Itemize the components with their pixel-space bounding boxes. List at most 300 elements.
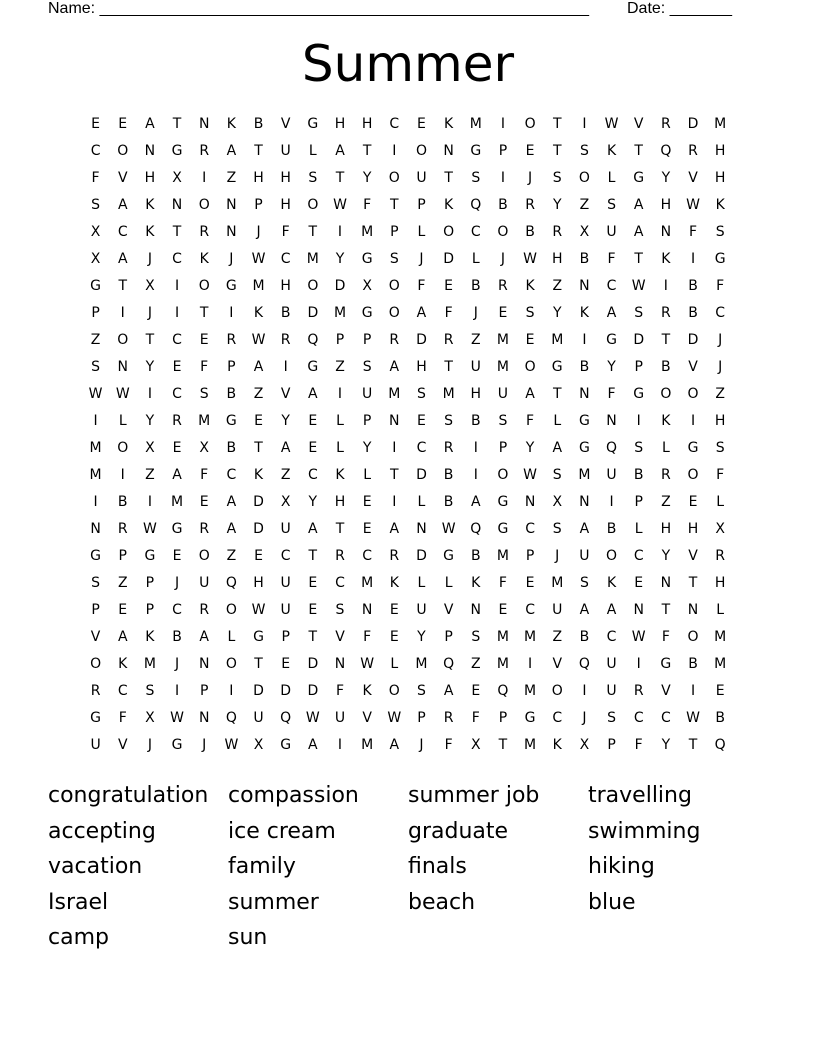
grid-letter: N xyxy=(524,494,536,510)
grid-letter: D xyxy=(416,548,427,564)
grid-letter: G xyxy=(524,710,536,726)
grid-letter: P xyxy=(498,143,508,159)
grid-letter: N xyxy=(470,602,481,618)
grid-letter: G xyxy=(171,521,183,537)
grid-letter: X xyxy=(90,224,101,240)
grid-letter: J xyxy=(256,224,261,240)
grid-letter: M xyxy=(361,737,374,753)
grid-letter: I xyxy=(120,305,125,321)
grid-letter: O xyxy=(388,170,400,186)
grid-letter: Y xyxy=(607,359,616,375)
grid-letter: A xyxy=(117,629,128,645)
grid-letter: C xyxy=(633,548,644,564)
grid-letter: C xyxy=(172,251,182,267)
grid-letter: K xyxy=(606,143,617,159)
grid-letter: I xyxy=(337,737,343,753)
grid-letter: J xyxy=(419,737,424,753)
grid-letter: P xyxy=(607,737,616,753)
grid-letter: C xyxy=(633,710,644,726)
grid-letter: T xyxy=(444,359,453,375)
grid-letter: K xyxy=(226,116,236,132)
grid-letter: E xyxy=(91,116,100,132)
grid-letter: D xyxy=(633,332,645,348)
grid-letter: S xyxy=(91,197,101,213)
grid-letter: I xyxy=(174,683,180,699)
grid-letter: P xyxy=(390,224,399,240)
grid-letter: P xyxy=(525,548,535,564)
grid-letter: A xyxy=(552,440,563,456)
grid-letter: N xyxy=(579,386,590,402)
grid-letter: N xyxy=(389,413,400,429)
grid-letter: X xyxy=(715,521,725,537)
grid-letter: D xyxy=(253,494,264,510)
grid-letter: Y xyxy=(525,440,535,456)
grid-letter: D xyxy=(253,683,264,699)
grid-letter: O xyxy=(198,197,210,213)
grid-letter: B xyxy=(470,548,481,564)
grid-letter: G xyxy=(361,305,373,321)
grid-row xyxy=(82,570,734,597)
grid-letter: S xyxy=(471,170,481,186)
grid-row xyxy=(82,597,734,624)
grid-letter: N xyxy=(416,521,427,537)
grid-letter: G xyxy=(171,143,183,159)
grid-letter: P xyxy=(417,710,426,726)
grid-letter: R xyxy=(688,143,698,159)
grid-letter: T xyxy=(634,251,643,267)
grid-letter: C xyxy=(416,440,427,456)
grid-letter: S xyxy=(634,440,644,456)
grid-letter: S xyxy=(199,386,209,402)
grid-letter: I xyxy=(392,143,397,159)
grid-letter: K xyxy=(525,278,535,294)
grid-letter: T xyxy=(661,332,671,348)
word-list-item: blue xyxy=(588,889,636,915)
grid-letter: U xyxy=(280,575,291,591)
grid-letter: C xyxy=(117,683,128,699)
grid-row xyxy=(82,192,734,219)
grid-letter: E xyxy=(498,602,508,618)
grid-letter: B xyxy=(525,224,535,240)
grid-letter: R xyxy=(389,548,400,564)
grid-letter: K xyxy=(145,224,155,240)
grid-letter: H xyxy=(687,521,699,537)
grid-letter: D xyxy=(687,116,699,132)
grid-letter: Z xyxy=(90,332,101,348)
grid-letter: H xyxy=(551,251,563,267)
grid-letter: Z xyxy=(552,629,563,645)
grid-letter: O xyxy=(524,359,536,375)
word-list-item: family xyxy=(228,854,296,880)
grid-letter: U xyxy=(90,737,101,753)
grid-letter: M xyxy=(714,656,727,672)
grid-letter: F xyxy=(498,575,507,591)
grid-letter: E xyxy=(308,575,318,591)
grid-letter: I xyxy=(636,413,641,429)
grid-letter: M xyxy=(171,494,184,510)
grid-letter: D xyxy=(334,278,346,294)
grid-letter: D xyxy=(307,305,319,321)
grid-letter: W xyxy=(631,278,646,294)
grid-letter: U xyxy=(362,386,373,402)
grid-letter: G xyxy=(687,440,699,456)
grid-letter: R xyxy=(715,548,726,564)
grid-letter: Q xyxy=(307,332,319,348)
grid-letter: H xyxy=(334,116,346,132)
grid-letter: Q xyxy=(660,143,672,159)
grid-letter: S xyxy=(335,602,345,618)
grid-letter: P xyxy=(362,413,372,429)
grid-row xyxy=(82,246,734,273)
grid-letter: T xyxy=(552,116,562,132)
grid-letter: M xyxy=(524,683,537,699)
grid-letter: A xyxy=(199,629,209,645)
grid-letter: U xyxy=(606,224,617,240)
grid-letter: S xyxy=(607,710,616,726)
grid-letter: J xyxy=(419,251,424,267)
grid-letter: M xyxy=(442,386,455,402)
grid-letter: F xyxy=(363,629,372,645)
grid-letter: O xyxy=(687,629,699,645)
date-field-label: Date: _______ xyxy=(627,0,732,17)
grid-letter: N xyxy=(198,116,210,132)
grid-letter: B xyxy=(579,629,590,645)
grid-letter: M xyxy=(333,305,347,321)
grid-letter: A xyxy=(145,116,155,132)
grid-letter: C xyxy=(525,521,535,537)
grid-letter: O xyxy=(606,548,618,564)
grid-letter: M xyxy=(252,278,265,294)
grid-letter: E xyxy=(362,521,372,537)
grid-letter: M xyxy=(388,386,401,402)
grid-letter: M xyxy=(578,467,591,483)
grid-letter: L xyxy=(390,656,399,672)
grid-letter: S xyxy=(579,575,589,591)
grid-letter: B xyxy=(633,467,644,483)
grid-letter: A xyxy=(226,494,237,510)
grid-row xyxy=(82,624,734,651)
grid-letter: G xyxy=(578,413,590,429)
name-field-label: Name: _______________________________________________________ xyxy=(48,0,589,17)
grid-letter: W xyxy=(686,197,700,213)
grid-letter: Y xyxy=(145,359,155,375)
grid-letter: R xyxy=(443,332,454,348)
grid-letter: G xyxy=(90,548,101,564)
grid-letter: M xyxy=(496,629,509,645)
grid-letter: Q xyxy=(443,656,455,672)
grid-letter: Z xyxy=(226,170,237,186)
grid-letter: G xyxy=(470,143,482,159)
grid-letter: O xyxy=(443,224,455,240)
grid-letter: A xyxy=(525,386,535,402)
grid-letter: I xyxy=(500,116,505,132)
grid-letter: J xyxy=(528,170,533,186)
grid-letter: P xyxy=(362,332,372,348)
grid-letter: K xyxy=(444,197,454,213)
grid-letter: T xyxy=(362,143,372,159)
grid-row xyxy=(82,165,734,192)
grid-letter: I xyxy=(690,413,696,429)
grid-letter: E xyxy=(172,359,182,375)
grid-letter: L xyxy=(227,629,236,645)
grid-letter: U xyxy=(552,602,563,618)
grid-letter: S xyxy=(91,575,101,591)
grid-letter: O xyxy=(687,386,699,402)
grid-letter: P xyxy=(227,359,236,375)
grid-letter: T xyxy=(118,278,128,294)
word-list-item: graduate xyxy=(408,818,509,844)
grid-letter: W xyxy=(251,332,266,348)
grid-letter: F xyxy=(444,305,453,321)
grid-letter: K xyxy=(715,197,725,213)
grid-letter: X xyxy=(280,494,291,510)
grid-letter: L xyxy=(607,170,616,186)
grid-row xyxy=(82,435,734,462)
grid-letter: M xyxy=(361,575,374,591)
grid-letter: B xyxy=(172,629,182,645)
grid-letter: G xyxy=(280,737,292,753)
grid-letter: W xyxy=(170,710,184,726)
grid-letter: R xyxy=(633,683,644,699)
grid-letter: A xyxy=(117,197,128,213)
grid-letter: C xyxy=(280,251,291,267)
grid-letter: A xyxy=(416,305,427,321)
grid-letter: Z xyxy=(661,494,671,510)
header xyxy=(0,0,816,20)
grid-letter: O xyxy=(388,305,400,321)
grid-letter: U xyxy=(416,170,427,186)
grid-letter: F xyxy=(200,467,209,483)
grid-letter: I xyxy=(609,494,614,510)
grid-letter: F xyxy=(118,710,127,726)
grid-letter: P xyxy=(335,332,345,348)
word-list-item: swimming xyxy=(588,818,701,844)
grid-letter: G xyxy=(225,413,237,429)
grid-letter: Z xyxy=(280,467,291,483)
grid-letter: Y xyxy=(281,413,290,429)
grid-letter: O xyxy=(117,332,129,348)
grid-row xyxy=(82,705,734,732)
grid-letter: X xyxy=(172,170,182,186)
grid-letter: D xyxy=(280,683,292,699)
word-list-item: vacation xyxy=(48,854,143,880)
grid-letter: M xyxy=(361,224,374,240)
grid-row xyxy=(82,327,734,354)
grid-letter: S xyxy=(715,440,725,456)
grid-letter: W xyxy=(441,521,456,537)
grid-letter: L xyxy=(118,413,127,429)
grid-letter: Z xyxy=(226,548,237,564)
grid-letter: P xyxy=(444,629,453,645)
grid-letter: E xyxy=(525,575,535,591)
grid-letter: T xyxy=(308,224,318,240)
grid-letter: C xyxy=(715,305,726,321)
grid-letter: R xyxy=(172,413,182,429)
grid-letter: U xyxy=(416,602,427,618)
grid-letter: M xyxy=(415,656,428,672)
grid-letter: S xyxy=(444,413,454,429)
grid-letter: X xyxy=(253,737,264,753)
grid-letter: I xyxy=(690,251,696,267)
grid-letter: W xyxy=(604,116,619,132)
grid-letter: O xyxy=(497,467,509,483)
grid-letter: B xyxy=(661,359,671,375)
grid-letter: G xyxy=(660,656,672,672)
word-list-item: camp xyxy=(48,925,109,951)
word-list-item: summer job xyxy=(408,783,540,808)
grid-letter: R xyxy=(660,305,671,321)
grid-letter: M xyxy=(469,116,482,132)
grid-letter: F xyxy=(417,278,426,294)
grid-letter: L xyxy=(661,440,670,456)
grid-letter: I xyxy=(229,683,234,699)
grid-letter: E xyxy=(389,602,399,618)
grid-letter: H xyxy=(253,170,264,186)
grid-letter: O xyxy=(307,278,319,294)
grid-letter: A xyxy=(606,602,617,618)
grid-letter: H xyxy=(361,116,373,132)
grid-letter: K xyxy=(444,116,454,132)
grid-letter: F xyxy=(607,386,616,402)
grid-letter: W xyxy=(686,710,700,726)
grid-letter: O xyxy=(90,656,102,672)
word-search-grid xyxy=(82,111,734,759)
grid-letter: L xyxy=(363,467,372,483)
grid-letter: Z xyxy=(335,359,345,375)
grid-letter: S xyxy=(552,467,562,483)
word-list-item: Israel xyxy=(48,889,109,915)
grid-letter: N xyxy=(198,656,210,672)
grid-letter: E xyxy=(471,683,481,699)
grid-letter: B xyxy=(226,440,237,456)
grid-letter: S xyxy=(471,629,481,645)
grid-letter: I xyxy=(202,170,207,186)
grid-letter: I xyxy=(582,683,587,699)
grid-letter: F xyxy=(526,413,535,429)
grid-letter: C xyxy=(172,386,182,402)
grid-letter: A xyxy=(389,359,400,375)
grid-letter: B xyxy=(470,413,481,429)
grid-letter: I xyxy=(120,467,125,483)
grid-letter: M xyxy=(524,629,537,645)
grid-letter: Q xyxy=(578,656,590,672)
grid-letter: Z xyxy=(470,656,481,672)
grid-letter: F xyxy=(716,467,725,483)
grid-letter: V xyxy=(117,170,128,186)
grid-letter: O xyxy=(578,170,590,186)
grid-letter: Z xyxy=(145,467,155,483)
grid-letter: C xyxy=(307,467,318,483)
grid-letter: J xyxy=(718,359,723,375)
grid-letter: S xyxy=(579,143,589,159)
grid-letter: M xyxy=(496,656,509,672)
grid-letter: I xyxy=(147,494,152,510)
grid-letter: G xyxy=(606,332,617,348)
grid-letter: K xyxy=(118,656,128,672)
grid-letter: W xyxy=(523,251,537,267)
grid-letter: W xyxy=(387,710,402,726)
grid-row xyxy=(82,489,734,516)
grid-letter: Y xyxy=(362,170,372,186)
grid-letter: W xyxy=(224,737,239,753)
grid-row xyxy=(82,273,734,300)
grid-letter: I xyxy=(174,278,180,294)
grid-letter: B xyxy=(688,278,698,294)
grid-letter: B xyxy=(280,305,291,321)
grid-letter: N xyxy=(361,602,373,618)
grid-row xyxy=(82,381,734,408)
grid-letter: B xyxy=(688,305,698,321)
grid-row xyxy=(82,516,734,543)
grid-letter: N xyxy=(226,224,237,240)
grid-letter: U xyxy=(606,467,617,483)
grid-letter: B xyxy=(443,467,454,483)
grid-letter: F xyxy=(335,683,345,699)
grid-letter: T xyxy=(390,467,399,483)
grid-letter: P xyxy=(145,602,155,618)
grid-letter: E xyxy=(308,602,318,618)
grid-letter: A xyxy=(226,521,237,537)
grid-letter: I xyxy=(93,413,98,429)
grid-letter: B xyxy=(498,197,508,213)
grid-letter: A xyxy=(633,224,644,240)
grid-letter: U xyxy=(280,602,291,618)
grid-letter: L xyxy=(336,413,344,429)
grid-letter: G xyxy=(633,386,645,402)
grid-letter: I xyxy=(690,683,696,699)
grid-letter: N xyxy=(687,602,699,618)
grid-letter: K xyxy=(145,197,155,213)
grid-letter: I xyxy=(473,467,478,483)
grid-letter: S xyxy=(715,224,725,240)
grid-letter: B xyxy=(226,386,237,402)
grid-letter: M xyxy=(551,575,564,591)
grid-letter: Q xyxy=(225,575,237,591)
grid-letter: U xyxy=(280,521,291,537)
grid-letter: C xyxy=(172,602,182,618)
grid-letter: C xyxy=(90,143,101,159)
grid-letter: G xyxy=(253,629,264,645)
grid-letter: O xyxy=(198,278,210,294)
grid-letter: T xyxy=(172,224,182,240)
grid-letter: F xyxy=(471,710,480,726)
grid-letter: S xyxy=(417,683,426,699)
grid-letter: T xyxy=(498,737,508,753)
grid-letter: B xyxy=(253,116,264,132)
grid-letter: H xyxy=(280,197,291,213)
grid-letter: E xyxy=(172,548,182,564)
grid-letter: A xyxy=(579,521,590,537)
grid-letter: U xyxy=(280,143,291,159)
grid-letter: H xyxy=(660,521,672,537)
grid-letter: R xyxy=(117,521,128,537)
grid-letter: C xyxy=(226,467,237,483)
grid-letter: E xyxy=(389,629,399,645)
grid-letter: G xyxy=(714,251,726,267)
grid-letter: F xyxy=(634,737,643,753)
grid-letter: R xyxy=(498,278,508,294)
grid-letter: W xyxy=(88,386,103,402)
grid-letter: O xyxy=(225,656,237,672)
grid-letter: A xyxy=(443,683,454,699)
grid-letter: M xyxy=(524,737,537,753)
grid-letter: O xyxy=(524,116,536,132)
grid-letter: G xyxy=(225,278,237,294)
grid-letter: T xyxy=(444,170,453,186)
grid-letter: G xyxy=(497,521,509,537)
grid-letter: I xyxy=(528,656,533,672)
grid-letter: H xyxy=(714,413,726,429)
